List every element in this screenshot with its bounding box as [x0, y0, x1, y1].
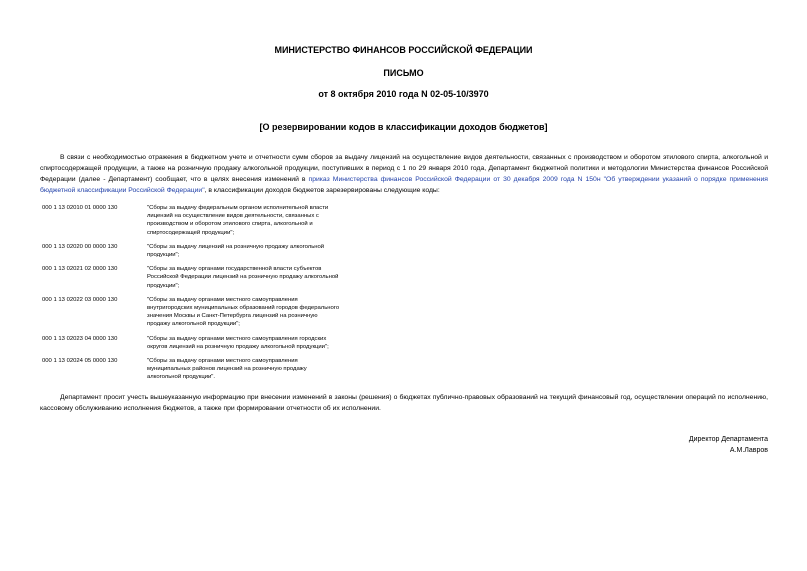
ministry-title: МИНИСТЕРСТВО ФИНАНСОВ РОССИЙСКОЙ ФЕДЕРАЦИИ [274, 45, 533, 55]
closing-paragraph: Департамент просит учесть вышеуказанную информацию при внесении изменений в законы (решения) о бюджетах публично-правовых образований на текущий финансовый год, осуществлении операций по исполнению, кассовому обслуживанию исполнения бюджетов, а также при формировании отчетности об их исполнении. [40, 394, 768, 412]
budget-code: 000 1 13 02024 05 0000 130 [42, 358, 118, 365]
document-type: ПИСЬМО [383, 68, 424, 78]
budget-code: 000 1 13 02010 01 0000 130 [42, 205, 118, 211]
reserved-codes-table [40, 204, 340, 388]
intro-paragraph [40, 152, 768, 196]
code-description: "Сборы за выдачу органами местного самоуправления внутригородских муниципальных образований городов федерального значения Москвы и Санкт-Петербурга лицензий на розничную продажу алкогольной продукции"; [147, 296, 340, 328]
document-date-number: от 8 октября 2010 года N 02-05-10/3970 [318, 89, 489, 99]
budget-code: 000 1 13 02022 03 0000 130 [42, 296, 118, 303]
order-150n-link[interactable]: приказ Министерства финансов Российской Федерации от 30 декабря 2009 года N 150н "Об утверждении указаний о порядке применения бюджетной классификации Российской Федерации" [40, 176, 768, 194]
budget-code: 000 1 13 02020 00 0000 130 [42, 243, 118, 250]
intro-text-before-link: В связи с необходимостью отражения в бюджетном учете и отчетности сумм сборов за выдачу лицензий на осуществление видов деятельности, связанных с производством и оборотом этилового спирта, алкогольной и спиртосодержащей продукции, а также на розничную продажу алкогольной продукции, поступивших в период с 1 по 29 января 2010 года, Департамент бюджетной политики и методологии Министерства финансов Российской Федерации (далее - Департамент) сообщает, что в целях внесения изменений в [40, 154, 768, 183]
table-row [40, 296, 340, 335]
table-row [40, 357, 340, 388]
table-row [40, 335, 340, 357]
document-subject: [О резервировании кодов в классификации доходов бюджетов] [259, 122, 548, 132]
table-row [40, 243, 340, 265]
signatory-name: А.М.Лавров [729, 447, 768, 454]
table-row [40, 265, 340, 296]
budget-code: 000 1 13 02021 02 0000 130 [42, 266, 118, 273]
table-row [40, 204, 340, 243]
intro-text-after-link: , в классификации доходов бюджетов зарезервированы следующие коды: [204, 187, 440, 194]
code-description: "Сборы за выдачу федеральным органом исполнительной власти лицензий на осуществление видов деятельности, связанных с производством и оборотом этилового спирта, алкогольной и спиртосодержащей продукции"; [147, 205, 329, 236]
signature-block [689, 434, 768, 456]
code-description: "Сборы за выдачу органами государственной власти субъектов Российской Федерации лицензий на розничную продажу алкогольной продукции"; [147, 266, 339, 289]
code-description: "Сборы за выдачу органами местного самоуправления муниципальных районов лицензий на розничную продажу алкогольной продукции". [147, 358, 307, 381]
budget-code: 000 1 13 02023 04 0000 130 [42, 335, 118, 342]
code-description: "Сборы за выдачу органами местного самоуправления городских округов лицензий на розничную продажу алкогольной продукции"; [147, 335, 329, 350]
signatory-position: Директор Департамента [688, 436, 768, 443]
code-description: "Сборы за выдачу лицензий на розничную продажу алкогольной продукции"; [147, 243, 325, 259]
